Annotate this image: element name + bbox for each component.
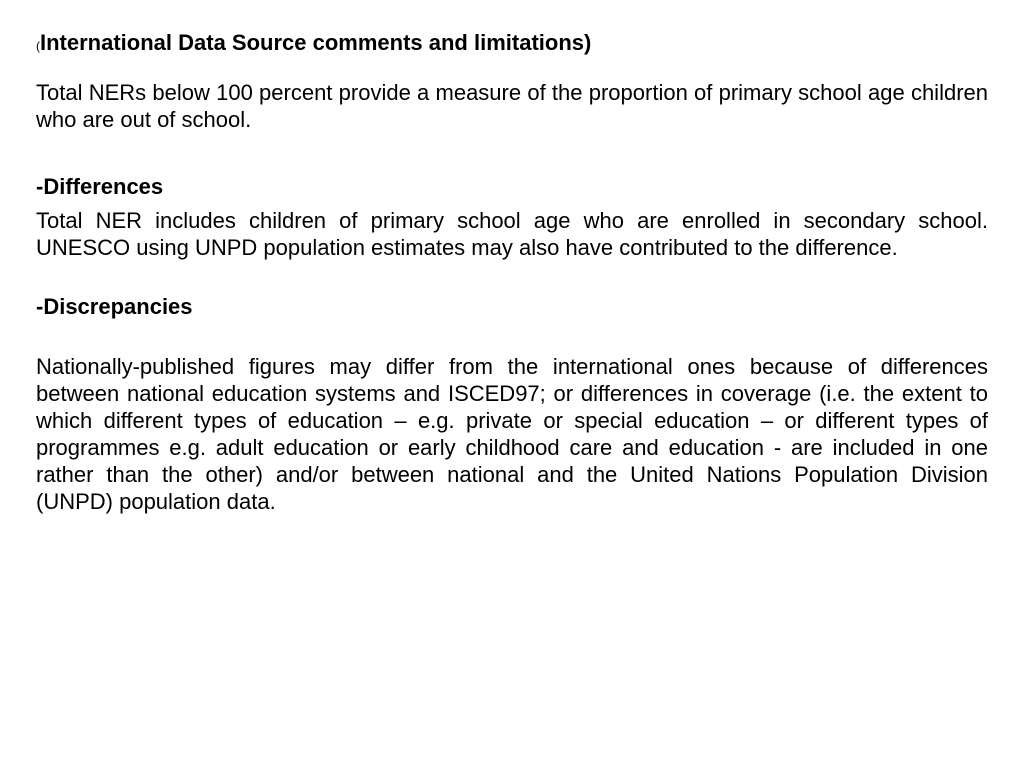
title-text: International Data Source comments and limitations) [40,30,592,55]
page-title [36,28,988,61]
title-open-paren: ( [36,39,40,53]
differences-heading: -Differences [36,174,164,199]
discrepancies-heading: -Discrepancies [36,294,193,319]
slide-content [36,28,988,515]
discrepancies-paragraph: Nationally-published figures may differ from the international ones because of differences between national education systems and ISCED97; or differences in coverage (i.e. the extent to which different types of education – e.g. private or special education – or different types of programmes e.g. adult education or early childhood care and education - are included in one rather than the other) and/or between national and the United Nations Population Division (UNPD) population data. [36,354,988,514]
differences-paragraph: Total NER includes children of primary school age who are enrolled in secondary school. UNESCO using UNPD population estimates may also have contributed to the difference. [36,208,988,260]
intro-paragraph: Total NERs below 100 percent provide a measure of the proportion of primary school age children who are out of school. [36,80,988,132]
